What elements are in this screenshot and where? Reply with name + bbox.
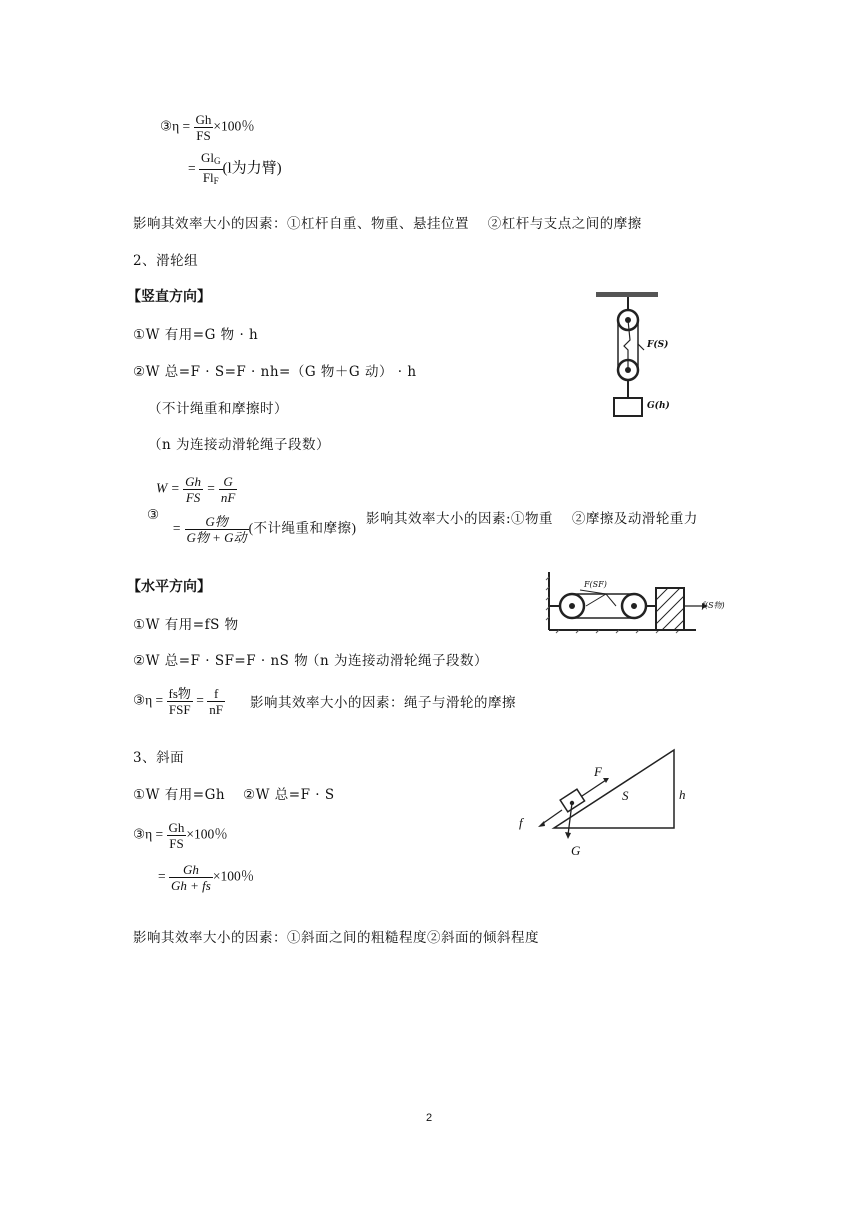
vertical-circle3: ③ [147,507,160,523]
vertical-w-useful: ①W 有用=G 物 · h [133,327,259,343]
horizontal-n-note: （n 为连接动滑轮绳子段数） [306,653,488,669]
vertical-fig-label-g: G(h) [647,401,670,411]
vertical-fig-label-f: F(S) [647,340,669,350]
incline-eta-formula-2: = $\frac{Gh}{Gh + fs}$ ×100％ [158,862,255,893]
vertical-w-formula: W = $\frac{Gh}{FS}$ = $\frac{G}{nF}$ [156,474,236,505]
vertical-cond: （不计绳重和摩擦时） [148,401,288,417]
horizontal-eta-formula: ③η = $\frac{\text{fs物}}{\text{FSF}}$ = $\frac{f}{nF}$ [133,686,224,717]
horizontal-w-useful: ①W 有用=fS 物 [133,617,239,633]
incline-label-h: h [679,787,686,802]
vertical-factors: 影响其效率大小的因素:①物重 ②摩擦及动滑轮重力 [366,511,698,527]
lever-eta-formula: ③η = $\frac{Gh}{FS}$ ×100％ [160,112,255,143]
fraction: $\frac{Gl_G}{Fl_F}$ [201,150,221,186]
page-number: 2 [426,1112,433,1124]
incline-w-useful: ①W 有用=Gh [133,787,226,803]
incline-label-G: G [571,843,581,858]
incline-w-total: ②W 总=F · S [243,787,335,803]
vertical-title: 【竖直方向】 [127,289,211,305]
incline-label-S: S [622,788,629,803]
vertical-pulley-figure [592,290,692,420]
vertical-w-total: ②W 总=F · S=F · nh=（G 物＋G 动） · h [133,364,417,380]
lever-factors: 影响其效率大小的因素：①杠杆自重、物重、悬挂位置 ②杠杆与支点之间的摩擦 [133,216,642,232]
incline-factors: 影响其效率大小的因素：①斜面之间的粗糙程度②斜面的倾斜程度 [133,930,539,946]
eta-prefix: ③η = [160,118,191,134]
fraction: $\frac{Gh}{FS}$ [195,112,212,143]
incline-heading: 3、斜面 [133,750,185,766]
lever-eta-formula-2: = $\frac{Gl_G}{Fl_F}$ (l为力臂) [188,150,282,189]
vertical-w-formula-2: = $\frac{\text{G物}}{\text{G物 + G动}}$ (不计绳重和摩擦) [172,514,357,545]
horizontal-fig-label-f2: f(S物) [702,601,725,610]
horizontal-factors: 影响其效率大小的因素：绳子与滑轮的摩擦 [250,695,516,711]
horizontal-title: 【水平方向】 [127,579,211,595]
incline-label-F: F [594,764,602,779]
horizontal-fig-label-f: F(SF) [584,580,607,589]
vertical-n-note: （n 为连接动滑轮绳子段数） [148,437,330,453]
incline-eta-formula: ③η = $\frac{Gh}{FS}$ ×100％ [133,820,228,851]
horizontal-w-total: ②W 总=F · SF=F · nS 物 [133,653,309,669]
pulley-heading: 2、滑轮组 [133,253,199,269]
incline-label-f: f [519,815,523,830]
